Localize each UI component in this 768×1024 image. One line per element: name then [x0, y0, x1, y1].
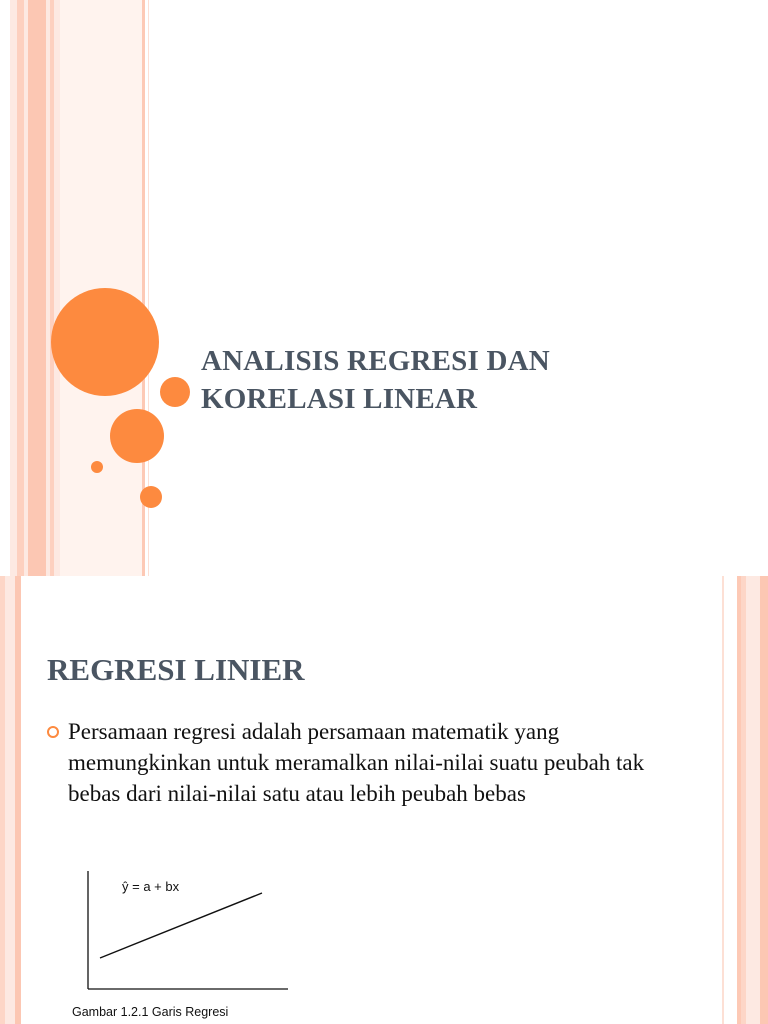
bullet-text: Persamaan regresi adalah persamaan matematik yang memungkinkan untuk meramalkan nilai-nilai suatu peubah tak bebas dari nilai-nilai satu atau lebih peubah bebas [68, 719, 645, 806]
decorative-circle-medium [110, 409, 164, 463]
decorative-stripe [50, 0, 54, 576]
slide-title [201, 342, 741, 418]
regression-diagram [70, 861, 290, 1001]
decorative-circle-large [51, 288, 159, 396]
regression-line [100, 893, 262, 958]
regression-figure [70, 861, 290, 1021]
decorative-stripe [28, 0, 46, 576]
slide-title-line-2: KORELASI LINEAR [201, 383, 478, 415]
decorative-stripe [722, 576, 724, 1024]
decorative-stripe [760, 576, 768, 1024]
figure-caption: Gambar 1.2.1 Garis Regresi [72, 1005, 229, 1019]
decorative-stripe [746, 576, 760, 1024]
decorative-circle-dot [91, 461, 103, 473]
content-slide [0, 576, 768, 1024]
slide-title-line-1: ANALISIS REGRESI DAN [201, 345, 550, 377]
decorative-stripe [17, 0, 24, 576]
slide-heading: REGRESI LINIER [47, 652, 305, 687]
decorative-circle-small [160, 377, 190, 407]
bullet-ring-icon [47, 726, 59, 738]
decorative-stripe [15, 576, 21, 1024]
bullet-point [47, 716, 687, 809]
decorative-circle-small [140, 486, 162, 508]
decorative-stripe [5, 576, 15, 1024]
regression-equation: ŷ = a + bx [122, 879, 180, 894]
